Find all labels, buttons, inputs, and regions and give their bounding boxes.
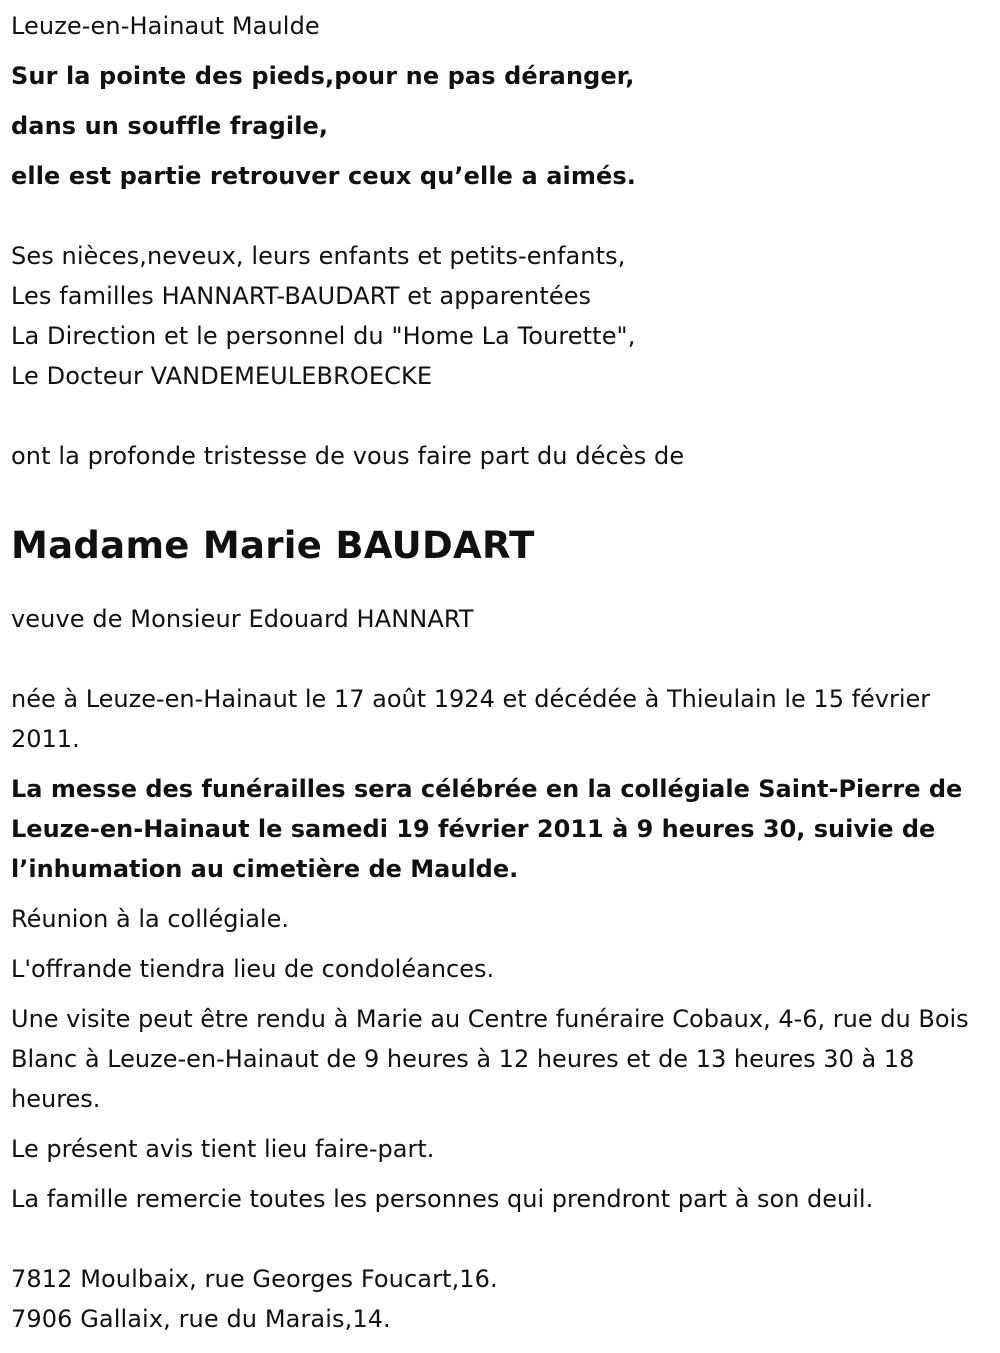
visit-info: Une visite peut être rendu à Marie au Centre funéraire Cobaux, 4-6, rue du Bois Blanc à Leuze-en-Hainaut de 9 heures à 12 heures et de 13 heures 30 à 18 heures. <box>11 1005 969 1113</box>
family-line: Ses nièces,neveux, leurs enfants et petits-enfants, <box>11 242 626 270</box>
thanks-info: La famille remercie toutes les personnes qui prendront part à son deuil. <box>11 1185 874 1213</box>
poem <box>11 56 991 196</box>
funeral-details: La messe des funérailles sera célébrée en la collégiale Saint-Pierre de Leuze-en-Hainaut le samedi 19 février 2011 à 9 heures 30, suivie de l’inhumation au cimetière de Maulde. <box>11 775 963 883</box>
family-list <box>11 236 991 396</box>
born-died: née à Leuze-en-Hainaut le 17 août 1924 et décédée à Thieulain le 15 février 2011. <box>11 685 931 753</box>
address-line: 7812 Moulbaix, rue Georges Foucart,16. <box>11 1265 498 1293</box>
offering-info: L'offrande tiendra lieu de condoléances. <box>11 955 495 983</box>
deceased-name: Madame Marie BAUDART <box>11 524 535 567</box>
poem-line: dans un souffle fragile, <box>11 112 329 140</box>
widow-of: veuve de Monsieur Edouard HANNART <box>11 605 474 633</box>
address-list <box>11 1259 991 1339</box>
notice-info: Le présent avis tient lieu faire-part. <box>11 1135 435 1163</box>
family-line: La Direction et le personnel du "Home La Tourette", <box>11 322 636 350</box>
address-line: 7906 Gallaix, rue du Marais,14. <box>11 1305 391 1333</box>
poem-line: elle est partie retrouver ceux qu’elle a aimés. <box>11 162 636 190</box>
obituary-notice <box>11 6 991 1339</box>
family-line: Les familles HANNART-BAUDART et apparentées <box>11 282 592 310</box>
header-locations: Leuze-en-Hainaut Maulde <box>11 12 320 40</box>
meeting-info: Réunion à la collégiale. <box>11 905 289 933</box>
family-line: Le Docteur VANDEMEULEBROECKE <box>11 362 433 390</box>
announcement: ont la profonde tristesse de vous faire part du décès de <box>11 442 685 470</box>
poem-line: Sur la pointe des pieds,pour ne pas déranger, <box>11 62 635 90</box>
